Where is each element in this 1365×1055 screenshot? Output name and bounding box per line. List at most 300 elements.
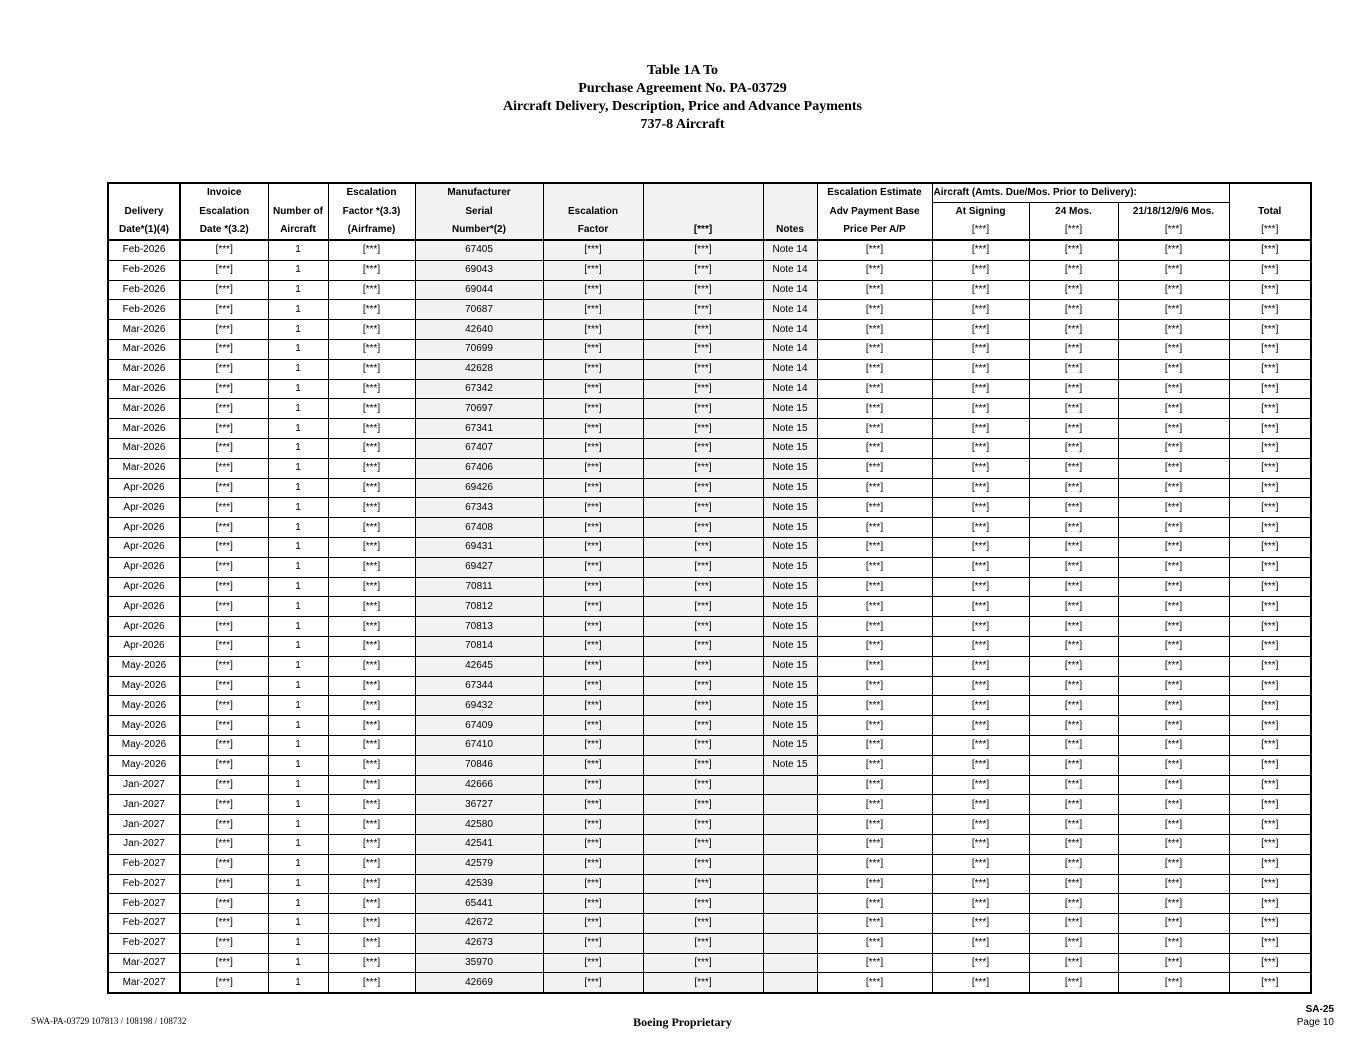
cell-total: [***] bbox=[1229, 597, 1311, 617]
cell-24-mos: [***] bbox=[1029, 518, 1118, 538]
cell-escalation-factor: [***] bbox=[543, 953, 643, 973]
cell-delivery-date: Mar-2026 bbox=[108, 320, 180, 340]
cell-24-mos: [***] bbox=[1029, 419, 1118, 439]
table-row bbox=[108, 676, 1311, 696]
cell-24-mos: [***] bbox=[1029, 438, 1118, 458]
cell-escalation-factor: [***] bbox=[543, 498, 643, 518]
cell-multi-mos: [***] bbox=[1118, 914, 1229, 934]
cell-total: [***] bbox=[1229, 458, 1311, 478]
cell-24-mos: [***] bbox=[1029, 874, 1118, 894]
cell-notes: Note 14 bbox=[763, 339, 817, 359]
cell-number-of-aircraft: 1 bbox=[268, 438, 328, 458]
table-row bbox=[108, 260, 1311, 280]
cell-total: [***] bbox=[1229, 914, 1311, 934]
cell-delivery-date: Mar-2026 bbox=[108, 399, 180, 419]
header-multi-mos-value: [***] bbox=[1118, 221, 1229, 240]
cell-escalation-factor-airframe: [***] bbox=[328, 280, 415, 300]
cell-multi-mos: [***] bbox=[1118, 775, 1229, 795]
cell-invoice-escalation-date: [***] bbox=[180, 953, 268, 973]
cell-escalation-factor-airframe: [***] bbox=[328, 597, 415, 617]
cell-at-signing: [***] bbox=[932, 498, 1029, 518]
cell-delivery-date: Mar-2026 bbox=[108, 438, 180, 458]
cell-escalation-factor-airframe: [***] bbox=[328, 339, 415, 359]
cell-multi-mos: [***] bbox=[1118, 339, 1229, 359]
cell-escalation-estimate: [***] bbox=[817, 300, 932, 320]
cell-delivery-date: Feb-2027 bbox=[108, 933, 180, 953]
cell-total: [***] bbox=[1229, 320, 1311, 340]
cell-number-of-aircraft: 1 bbox=[268, 518, 328, 538]
cell-delivery-date: Mar-2026 bbox=[108, 458, 180, 478]
cell-escalation-estimate: [***] bbox=[817, 260, 932, 280]
cell-escalation-factor-airframe: [***] bbox=[328, 498, 415, 518]
cell-escalation-factor-airframe: [***] bbox=[328, 458, 415, 478]
cell-delivery-date: Apr-2026 bbox=[108, 597, 180, 617]
cell-at-signing: [***] bbox=[932, 735, 1029, 755]
cell-number-of-aircraft: 1 bbox=[268, 636, 328, 656]
cell-escalation-factor: [***] bbox=[543, 458, 643, 478]
cell-number-of-aircraft: 1 bbox=[268, 617, 328, 637]
header-invoice-3: Date *(3.2) bbox=[180, 221, 268, 240]
cell-escalation-factor-airframe: [***] bbox=[328, 636, 415, 656]
cell-invoice-escalation-date: [***] bbox=[180, 557, 268, 577]
header-esc-estimate-3: Price Per A/P bbox=[817, 221, 932, 240]
cell-redacted: [***] bbox=[643, 320, 763, 340]
cell-notes: Note 15 bbox=[763, 735, 817, 755]
cell-escalation-estimate: [***] bbox=[817, 419, 932, 439]
cell-at-signing: [***] bbox=[932, 300, 1029, 320]
cell-escalation-factor: [***] bbox=[543, 557, 643, 577]
cell-delivery-date: Apr-2026 bbox=[108, 537, 180, 557]
cell-total: [***] bbox=[1229, 280, 1311, 300]
header-serial-2: Serial bbox=[415, 203, 543, 222]
cell-serial-number: 70813 bbox=[415, 617, 543, 637]
cell-total: [***] bbox=[1229, 894, 1311, 914]
cell-escalation-factor-airframe: [***] bbox=[328, 914, 415, 934]
table-row bbox=[108, 656, 1311, 676]
table-row bbox=[108, 795, 1311, 815]
header-esc-airframe-2: Factor *(3.3) bbox=[328, 203, 415, 222]
cell-total: [***] bbox=[1229, 557, 1311, 577]
cell-invoice-escalation-date: [***] bbox=[180, 339, 268, 359]
cell-at-signing: [***] bbox=[932, 636, 1029, 656]
header-esc-estimate-1: Escalation Estimate bbox=[817, 183, 932, 203]
cell-escalation-estimate: [***] bbox=[817, 696, 932, 716]
cell-total: [***] bbox=[1229, 795, 1311, 815]
table-row bbox=[108, 240, 1311, 260]
header-number-2: Number of bbox=[268, 203, 328, 222]
cell-escalation-estimate: [***] bbox=[817, 735, 932, 755]
cell-escalation-factor: [***] bbox=[543, 379, 643, 399]
cell-escalation-factor: [***] bbox=[543, 438, 643, 458]
cell-at-signing: [***] bbox=[932, 676, 1029, 696]
cell-24-mos: [***] bbox=[1029, 280, 1118, 300]
cell-total: [***] bbox=[1229, 577, 1311, 597]
cell-24-mos: [***] bbox=[1029, 557, 1118, 577]
cell-number-of-aircraft: 1 bbox=[268, 557, 328, 577]
cell-notes: Note 15 bbox=[763, 577, 817, 597]
table-row bbox=[108, 854, 1311, 874]
table-row bbox=[108, 339, 1311, 359]
cell-at-signing: [***] bbox=[932, 617, 1029, 637]
cell-invoice-escalation-date: [***] bbox=[180, 656, 268, 676]
cell-serial-number: 42673 bbox=[415, 933, 543, 953]
cell-delivery-date: Jan-2027 bbox=[108, 834, 180, 854]
cell-invoice-escalation-date: [***] bbox=[180, 617, 268, 637]
header-esc-airframe-1: Escalation bbox=[328, 183, 415, 203]
cell-multi-mos: [***] bbox=[1118, 419, 1229, 439]
table-row bbox=[108, 914, 1311, 934]
cell-serial-number: 69044 bbox=[415, 280, 543, 300]
header-at-signing-value: [***] bbox=[932, 221, 1029, 240]
cell-serial-number: 67342 bbox=[415, 379, 543, 399]
cell-24-mos: [***] bbox=[1029, 834, 1118, 854]
cell-notes: Note 15 bbox=[763, 399, 817, 419]
cell-notes bbox=[763, 775, 817, 795]
cell-at-signing: [***] bbox=[932, 379, 1029, 399]
cell-multi-mos: [***] bbox=[1118, 359, 1229, 379]
cell-24-mos: [***] bbox=[1029, 914, 1118, 934]
cell-redacted: [***] bbox=[643, 696, 763, 716]
cell-escalation-factor-airframe: [***] bbox=[328, 676, 415, 696]
table-row bbox=[108, 300, 1311, 320]
document-reference: SWA-PA-03729 107813 / 108198 / 108732 bbox=[31, 1016, 187, 1026]
cell-at-signing: [***] bbox=[932, 557, 1029, 577]
cell-delivery-date: Feb-2026 bbox=[108, 280, 180, 300]
cell-invoice-escalation-date: [***] bbox=[180, 894, 268, 914]
cell-escalation-factor: [***] bbox=[543, 419, 643, 439]
cell-delivery-date: Feb-2027 bbox=[108, 914, 180, 934]
cell-serial-number: 65441 bbox=[415, 894, 543, 914]
cell-escalation-factor: [***] bbox=[543, 240, 643, 260]
cell-at-signing: [***] bbox=[932, 716, 1029, 736]
cell-escalation-factor: [***] bbox=[543, 339, 643, 359]
cell-24-mos: [***] bbox=[1029, 300, 1118, 320]
cell-delivery-date: Jan-2027 bbox=[108, 795, 180, 815]
cell-number-of-aircraft: 1 bbox=[268, 656, 328, 676]
cell-delivery-date: Mar-2026 bbox=[108, 359, 180, 379]
cell-delivery-date: Apr-2026 bbox=[108, 498, 180, 518]
cell-notes bbox=[763, 973, 817, 993]
cell-delivery-date: Apr-2026 bbox=[108, 478, 180, 498]
cell-escalation-factor: [***] bbox=[543, 716, 643, 736]
table-row bbox=[108, 399, 1311, 419]
cell-multi-mos: [***] bbox=[1118, 636, 1229, 656]
cell-total: [***] bbox=[1229, 438, 1311, 458]
cell-invoice-escalation-date: [***] bbox=[180, 478, 268, 498]
cell-invoice-escalation-date: [***] bbox=[180, 359, 268, 379]
cell-total: [***] bbox=[1229, 854, 1311, 874]
cell-delivery-date: Feb-2027 bbox=[108, 854, 180, 874]
cell-delivery-date: Apr-2026 bbox=[108, 617, 180, 637]
cell-24-mos: [***] bbox=[1029, 498, 1118, 518]
cell-invoice-escalation-date: [***] bbox=[180, 260, 268, 280]
cell-notes bbox=[763, 854, 817, 874]
cell-invoice-escalation-date: [***] bbox=[180, 735, 268, 755]
cell-at-signing: [***] bbox=[932, 953, 1029, 973]
cell-escalation-estimate: [***] bbox=[817, 914, 932, 934]
cell-notes: Note 15 bbox=[763, 419, 817, 439]
cell-escalation-estimate: [***] bbox=[817, 775, 932, 795]
cell-notes: Note 14 bbox=[763, 379, 817, 399]
cell-number-of-aircraft: 1 bbox=[268, 339, 328, 359]
cell-24-mos: [***] bbox=[1029, 656, 1118, 676]
cell-redacted: [***] bbox=[643, 300, 763, 320]
cell-delivery-date: Mar-2027 bbox=[108, 973, 180, 993]
header-esc-factor-1 bbox=[543, 183, 643, 203]
cell-escalation-factor: [***] bbox=[543, 577, 643, 597]
cell-serial-number: 69043 bbox=[415, 260, 543, 280]
cell-total: [***] bbox=[1229, 419, 1311, 439]
cell-escalation-estimate: [***] bbox=[817, 973, 932, 993]
table-row bbox=[108, 973, 1311, 993]
header-total-blank bbox=[1229, 183, 1311, 203]
cell-invoice-escalation-date: [***] bbox=[180, 320, 268, 340]
cell-number-of-aircraft: 1 bbox=[268, 854, 328, 874]
cell-redacted: [***] bbox=[643, 518, 763, 538]
cell-notes: Note 15 bbox=[763, 518, 817, 538]
cell-serial-number: 42628 bbox=[415, 359, 543, 379]
cell-number-of-aircraft: 1 bbox=[268, 696, 328, 716]
cell-redacted: [***] bbox=[643, 834, 763, 854]
cell-notes: Note 15 bbox=[763, 636, 817, 656]
cell-escalation-factor-airframe: [***] bbox=[328, 379, 415, 399]
header-notes-1 bbox=[763, 183, 817, 203]
table-row bbox=[108, 894, 1311, 914]
cell-invoice-escalation-date: [***] bbox=[180, 874, 268, 894]
table-row bbox=[108, 379, 1311, 399]
header-total: Total bbox=[1229, 203, 1311, 222]
cell-escalation-factor: [***] bbox=[543, 597, 643, 617]
cell-invoice-escalation-date: [***] bbox=[180, 438, 268, 458]
header-notes-2 bbox=[763, 203, 817, 222]
header-invoice-2: Escalation bbox=[180, 203, 268, 222]
cell-escalation-estimate: [***] bbox=[817, 577, 932, 597]
table-row bbox=[108, 696, 1311, 716]
cell-serial-number: 42539 bbox=[415, 874, 543, 894]
cell-serial-number: 70699 bbox=[415, 339, 543, 359]
cell-multi-mos: [***] bbox=[1118, 498, 1229, 518]
cell-serial-number: 42640 bbox=[415, 320, 543, 340]
cell-24-mos: [***] bbox=[1029, 716, 1118, 736]
cell-notes: Note 15 bbox=[763, 755, 817, 775]
cell-number-of-aircraft: 1 bbox=[268, 834, 328, 854]
table-body bbox=[108, 240, 1311, 993]
cell-escalation-factor: [***] bbox=[543, 854, 643, 874]
cell-multi-mos: [***] bbox=[1118, 597, 1229, 617]
cell-notes: Note 14 bbox=[763, 280, 817, 300]
cell-serial-number: 42645 bbox=[415, 656, 543, 676]
cell-notes bbox=[763, 874, 817, 894]
header-24-mos-value: [***] bbox=[1029, 221, 1118, 240]
cell-escalation-factor: [***] bbox=[543, 735, 643, 755]
cell-notes: Note 15 bbox=[763, 498, 817, 518]
header-delivery-3: Date*(1)(4) bbox=[108, 221, 180, 240]
cell-serial-number: 35970 bbox=[415, 953, 543, 973]
table-header bbox=[108, 183, 1311, 240]
cell-number-of-aircraft: 1 bbox=[268, 458, 328, 478]
cell-total: [***] bbox=[1229, 478, 1311, 498]
cell-notes bbox=[763, 933, 817, 953]
cell-redacted: [***] bbox=[643, 537, 763, 557]
cell-total: [***] bbox=[1229, 260, 1311, 280]
cell-invoice-escalation-date: [***] bbox=[180, 696, 268, 716]
cell-invoice-escalation-date: [***] bbox=[180, 379, 268, 399]
cell-escalation-factor: [***] bbox=[543, 656, 643, 676]
cell-escalation-factor-airframe: [***] bbox=[328, 518, 415, 538]
cell-at-signing: [***] bbox=[932, 597, 1029, 617]
table-row bbox=[108, 359, 1311, 379]
cell-24-mos: [***] bbox=[1029, 676, 1118, 696]
cell-escalation-estimate: [***] bbox=[817, 755, 932, 775]
cell-invoice-escalation-date: [***] bbox=[180, 834, 268, 854]
cell-escalation-factor-airframe: [***] bbox=[328, 815, 415, 835]
cell-notes: Note 15 bbox=[763, 656, 817, 676]
cell-at-signing: [***] bbox=[932, 815, 1029, 835]
cell-at-signing: [***] bbox=[932, 320, 1029, 340]
cell-redacted: [***] bbox=[643, 260, 763, 280]
cell-at-signing: [***] bbox=[932, 280, 1029, 300]
cell-number-of-aircraft: 1 bbox=[268, 300, 328, 320]
cell-multi-mos: [***] bbox=[1118, 735, 1229, 755]
cell-redacted: [***] bbox=[643, 498, 763, 518]
header-notes-3: Notes bbox=[763, 221, 817, 240]
cell-multi-mos: [***] bbox=[1118, 537, 1229, 557]
cell-24-mos: [***] bbox=[1029, 458, 1118, 478]
cell-total: [***] bbox=[1229, 874, 1311, 894]
cell-escalation-factor-airframe: [***] bbox=[328, 656, 415, 676]
cell-delivery-date: Mar-2026 bbox=[108, 339, 180, 359]
cell-24-mos: [***] bbox=[1029, 617, 1118, 637]
cell-24-mos: [***] bbox=[1029, 795, 1118, 815]
cell-escalation-factor-airframe: [***] bbox=[328, 537, 415, 557]
cell-escalation-factor-airframe: [***] bbox=[328, 419, 415, 439]
table-row bbox=[108, 458, 1311, 478]
cell-redacted: [***] bbox=[643, 914, 763, 934]
header-serial-1: Manufacturer bbox=[415, 183, 543, 203]
cell-total: [***] bbox=[1229, 834, 1311, 854]
cell-escalation-factor-airframe: [***] bbox=[328, 300, 415, 320]
cell-invoice-escalation-date: [***] bbox=[180, 280, 268, 300]
cell-escalation-factor: [***] bbox=[543, 518, 643, 538]
cell-at-signing: [***] bbox=[932, 399, 1029, 419]
cell-redacted: [***] bbox=[643, 478, 763, 498]
cell-delivery-date: May-2026 bbox=[108, 755, 180, 775]
cell-redacted: [***] bbox=[643, 854, 763, 874]
table-row bbox=[108, 735, 1311, 755]
cell-multi-mos: [***] bbox=[1118, 260, 1229, 280]
cell-redacted: [***] bbox=[643, 597, 763, 617]
table-row bbox=[108, 438, 1311, 458]
cell-invoice-escalation-date: [***] bbox=[180, 775, 268, 795]
cell-serial-number: 42579 bbox=[415, 854, 543, 874]
cell-redacted: [***] bbox=[643, 240, 763, 260]
cell-delivery-date: Feb-2026 bbox=[108, 240, 180, 260]
cell-escalation-estimate: [***] bbox=[817, 399, 932, 419]
cell-serial-number: 67343 bbox=[415, 498, 543, 518]
cell-24-mos: [***] bbox=[1029, 478, 1118, 498]
cell-escalation-factor-airframe: [***] bbox=[328, 438, 415, 458]
cell-24-mos: [***] bbox=[1029, 339, 1118, 359]
cell-escalation-factor: [***] bbox=[543, 399, 643, 419]
cell-total: [***] bbox=[1229, 676, 1311, 696]
cell-total: [***] bbox=[1229, 300, 1311, 320]
cell-serial-number: 42580 bbox=[415, 815, 543, 835]
cell-multi-mos: [***] bbox=[1118, 696, 1229, 716]
cell-invoice-escalation-date: [***] bbox=[180, 399, 268, 419]
cell-redacted: [***] bbox=[643, 636, 763, 656]
cell-24-mos: [***] bbox=[1029, 399, 1118, 419]
cell-multi-mos: [***] bbox=[1118, 755, 1229, 775]
cell-at-signing: [***] bbox=[932, 854, 1029, 874]
cell-redacted: [***] bbox=[643, 735, 763, 755]
cell-escalation-factor: [***] bbox=[543, 834, 643, 854]
cell-24-mos: [***] bbox=[1029, 775, 1118, 795]
cell-multi-mos: [***] bbox=[1118, 557, 1229, 577]
cell-serial-number: 42541 bbox=[415, 834, 543, 854]
cell-redacted: [***] bbox=[643, 795, 763, 815]
cell-multi-mos: [***] bbox=[1118, 577, 1229, 597]
cell-at-signing: [***] bbox=[932, 894, 1029, 914]
cell-escalation-factor: [***] bbox=[543, 359, 643, 379]
cell-notes: Note 14 bbox=[763, 240, 817, 260]
cell-number-of-aircraft: 1 bbox=[268, 775, 328, 795]
cell-redacted: [***] bbox=[643, 399, 763, 419]
cell-redacted: [***] bbox=[643, 458, 763, 478]
cell-escalation-factor-airframe: [***] bbox=[328, 834, 415, 854]
cell-invoice-escalation-date: [***] bbox=[180, 933, 268, 953]
cell-serial-number: 42672 bbox=[415, 914, 543, 934]
cell-escalation-estimate: [***] bbox=[817, 894, 932, 914]
cell-total: [***] bbox=[1229, 636, 1311, 656]
cell-number-of-aircraft: 1 bbox=[268, 379, 328, 399]
cell-escalation-estimate: [***] bbox=[817, 597, 932, 617]
cell-total: [***] bbox=[1229, 399, 1311, 419]
cell-multi-mos: [***] bbox=[1118, 676, 1229, 696]
table-row bbox=[108, 320, 1311, 340]
header-24-mos: 24 Mos. bbox=[1029, 203, 1118, 222]
cell-number-of-aircraft: 1 bbox=[268, 933, 328, 953]
cell-escalation-estimate: [***] bbox=[817, 953, 932, 973]
cell-at-signing: [***] bbox=[932, 656, 1029, 676]
cell-number-of-aircraft: 1 bbox=[268, 795, 328, 815]
cell-at-signing: [***] bbox=[932, 419, 1029, 439]
cell-redacted: [***] bbox=[643, 419, 763, 439]
cell-escalation-factor-airframe: [***] bbox=[328, 755, 415, 775]
cell-number-of-aircraft: 1 bbox=[268, 676, 328, 696]
header-esc-airframe-3: (Airframe) bbox=[328, 221, 415, 240]
cell-redacted: [***] bbox=[643, 676, 763, 696]
title-line-4: 737-8 Aircraft bbox=[640, 117, 725, 132]
cell-invoice-escalation-date: [***] bbox=[180, 636, 268, 656]
cell-notes bbox=[763, 815, 817, 835]
cell-24-mos: [***] bbox=[1029, 755, 1118, 775]
cell-total: [***] bbox=[1229, 973, 1311, 993]
cell-notes: Note 14 bbox=[763, 260, 817, 280]
cell-invoice-escalation-date: [***] bbox=[180, 795, 268, 815]
cell-24-mos: [***] bbox=[1029, 260, 1118, 280]
cell-serial-number: 67344 bbox=[415, 676, 543, 696]
cell-escalation-estimate: [***] bbox=[817, 478, 932, 498]
cell-escalation-estimate: [***] bbox=[817, 359, 932, 379]
delivery-table bbox=[107, 182, 1312, 994]
cell-serial-number: 67410 bbox=[415, 735, 543, 755]
cell-escalation-factor-airframe: [***] bbox=[328, 953, 415, 973]
cell-escalation-estimate: [***] bbox=[817, 716, 932, 736]
cell-number-of-aircraft: 1 bbox=[268, 537, 328, 557]
cell-serial-number: 67341 bbox=[415, 419, 543, 439]
cell-multi-mos: [***] bbox=[1118, 795, 1229, 815]
cell-escalation-factor-airframe: [***] bbox=[328, 320, 415, 340]
